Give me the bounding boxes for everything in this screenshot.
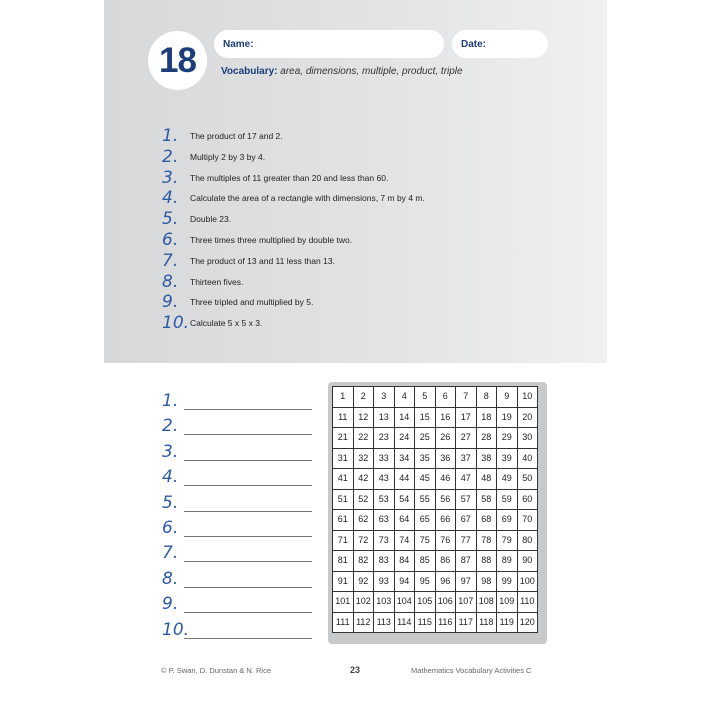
grid-cell: 30: [517, 428, 538, 449]
grid-cell: 87: [456, 551, 477, 572]
grid-row: [333, 448, 538, 469]
grid-cell: 13: [374, 407, 395, 428]
question-panel: [104, 0, 607, 363]
grid-cell: 75: [415, 530, 436, 551]
grid-cell: 28: [476, 428, 497, 449]
answer-line[interactable]: [184, 460, 312, 461]
grid-cell: 54: [394, 489, 415, 510]
question-text: Calculate the area of a rectangle with dimensions, 7 m by 4 m.: [190, 193, 425, 204]
grid-cell: 97: [456, 571, 477, 592]
question-number: 3.: [162, 167, 179, 188]
grid-cell: 71: [333, 530, 354, 551]
question-number: 6.: [162, 229, 179, 250]
grid-cell: 38: [476, 448, 497, 469]
grid-cell: 103: [374, 592, 395, 613]
name-field[interactable]: [214, 30, 444, 58]
grid-cell: 35: [415, 448, 436, 469]
grid-cell: 118: [476, 612, 497, 633]
grid-cell: 102: [353, 592, 374, 613]
grid-cell: 59: [497, 489, 518, 510]
answer-line[interactable]: [184, 434, 312, 435]
grid-cell: 115: [415, 612, 436, 633]
question-number: 7.: [162, 250, 179, 271]
grid-cell: 61: [333, 510, 354, 531]
grid-cell: 82: [353, 551, 374, 572]
grid-cell: 36: [435, 448, 456, 469]
grid-cell: 63: [374, 510, 395, 531]
answer-number: 7.: [162, 543, 179, 564]
question-text: The multiples of 11 greater than 20 and less than 60.: [190, 172, 389, 183]
grid-cell: 25: [415, 428, 436, 449]
grid-cell: 113: [374, 612, 395, 633]
grid-cell: 106: [435, 592, 456, 613]
grid-cell: 109: [497, 592, 518, 613]
grid-cell: 9: [497, 387, 518, 408]
grid-cell: 98: [476, 571, 497, 592]
grid-cell: 104: [394, 592, 415, 613]
answer-line[interactable]: [184, 561, 312, 562]
grid-row: [333, 489, 538, 510]
vocabulary-words: area, dimensions, multiple, product, triple: [277, 66, 463, 77]
grid-cell: 12: [353, 407, 374, 428]
footer-book-title: Mathematics Vocabulary Activities C: [411, 666, 532, 675]
grid-cell: 53: [374, 489, 395, 510]
grid-cell: 17: [456, 407, 477, 428]
grid-cell: 76: [435, 530, 456, 551]
grid-cell: 44: [394, 469, 415, 490]
grid-cell: 120: [517, 612, 538, 633]
grid-cell: 108: [476, 592, 497, 613]
answer-item: [162, 568, 312, 593]
grid-cell: 22: [353, 428, 374, 449]
grid-cell: 70: [517, 510, 538, 531]
answer-number: 4.: [162, 467, 179, 488]
date-field[interactable]: [452, 30, 548, 58]
grid-cell: 68: [476, 510, 497, 531]
grid-cell: 42: [353, 469, 374, 490]
answer-line[interactable]: [184, 638, 312, 639]
grid-cell: 99: [497, 571, 518, 592]
grid-cell: 32: [353, 448, 374, 469]
grid-cell: 84: [394, 551, 415, 572]
answer-item: [162, 441, 312, 466]
answer-item: [162, 593, 312, 618]
answer-number: 3.: [162, 441, 179, 462]
question-number: 2.: [162, 146, 179, 167]
grid-cell: 10: [517, 387, 538, 408]
grid-row: [333, 510, 538, 531]
grid-cell: 56: [435, 489, 456, 510]
footer-page-number: 23: [350, 665, 361, 675]
grid-row: [333, 387, 538, 408]
grid-cell: 79: [497, 530, 518, 551]
question-text: Double 23.: [190, 214, 232, 225]
grid-row: [333, 428, 538, 449]
answer-number: 2.: [162, 416, 179, 437]
grid-cell: 18: [476, 407, 497, 428]
answer-number: 1.: [162, 391, 179, 411]
answer-number: 5.: [162, 492, 179, 513]
grid-cell: 77: [456, 530, 477, 551]
question-text: Three tripled and multiplied by 5.: [190, 297, 314, 308]
grid-row: [333, 612, 538, 633]
grid-cell: 4: [394, 387, 415, 408]
grid-cell: 14: [394, 407, 415, 428]
grid-cell: 33: [374, 448, 395, 469]
grid-cell: 20: [517, 407, 538, 428]
grid-cell: 67: [456, 510, 477, 531]
answer-number: 6.: [162, 517, 179, 538]
grid-cell: 34: [394, 448, 415, 469]
grid-cell: 51: [333, 489, 354, 510]
grid-cell: 26: [435, 428, 456, 449]
grid-cell: 73: [374, 530, 395, 551]
question-text: The product of 13 and 11 less than 13.: [190, 255, 335, 266]
grid-cell: 39: [497, 448, 518, 469]
question-text: Three times three multiplied by double two.: [190, 234, 353, 245]
grid-cell: 111: [333, 612, 354, 633]
grid-cell: 48: [476, 469, 497, 490]
grid-cell: 15: [415, 407, 436, 428]
answer-line[interactable]: [184, 612, 312, 613]
answer-line[interactable]: [184, 587, 312, 588]
grid-cell: 95: [415, 571, 436, 592]
grid-cell: 49: [497, 469, 518, 490]
grid-cell: 85: [415, 551, 436, 572]
grid-cell: 16: [435, 407, 456, 428]
grid-cell: 50: [517, 469, 538, 490]
answer-number: 10.: [162, 619, 190, 640]
grid-cell: 27: [456, 428, 477, 449]
grid-cell: 86: [435, 551, 456, 572]
answer-line[interactable]: [184, 409, 312, 410]
grid-cell: 66: [435, 510, 456, 531]
grid-cell: 89: [497, 551, 518, 572]
grid-cell: 1: [333, 387, 354, 408]
grid-cell: 41: [333, 469, 354, 490]
question-number: 1.: [162, 126, 179, 146]
grid-cell: 5: [415, 387, 436, 408]
grid-cell: 45: [415, 469, 436, 490]
grid-cell: 114: [394, 612, 415, 633]
grid-row: [333, 551, 538, 572]
grid-row: [333, 407, 538, 428]
grid-cell: 72: [353, 530, 374, 551]
grid-cell: 8: [476, 387, 497, 408]
question-text: Calculate 5 x 5 x 3.: [190, 318, 263, 329]
grid-cell: 96: [435, 571, 456, 592]
grid-cell: 43: [374, 469, 395, 490]
vocabulary-label: Vocabulary:: [221, 66, 278, 77]
grid-cell: 107: [456, 592, 477, 613]
answer-line[interactable]: [184, 536, 312, 537]
grid-cell: 112: [353, 612, 374, 633]
grid-cell: 94: [394, 571, 415, 592]
question-number: 5.: [162, 209, 179, 230]
grid-cell: 116: [435, 612, 456, 633]
question-number: 4.: [162, 188, 179, 209]
answer-item: [162, 542, 312, 567]
question-number: 10.: [162, 313, 190, 334]
activity-number: 18: [159, 40, 196, 80]
question-number: 8.: [162, 271, 179, 292]
footer-copyright: © P. Swan, D. Dunstan & N. Rice: [161, 666, 272, 675]
grid-cell: 57: [456, 489, 477, 510]
date-label: Date:: [461, 39, 487, 50]
answer-item: [162, 517, 312, 542]
grid-cell: 6: [435, 387, 456, 408]
grid-cell: 24: [394, 428, 415, 449]
grid-row: [333, 571, 538, 592]
grid-cell: 52: [353, 489, 374, 510]
grid-cell: 92: [353, 571, 374, 592]
grid-cell: 7: [456, 387, 477, 408]
activity-number-badge: [148, 31, 207, 90]
vocabulary-line: [221, 66, 463, 77]
answer-line[interactable]: [184, 511, 312, 512]
answer-item: [162, 492, 312, 517]
grid-cell: 65: [415, 510, 436, 531]
grid-cell: 64: [394, 510, 415, 531]
grid-cell: 81: [333, 551, 354, 572]
grid-cell: 83: [374, 551, 395, 572]
grid-cell: 21: [333, 428, 354, 449]
grid-cell: 3: [374, 387, 395, 408]
answer-item: [162, 415, 312, 440]
grid-cell: 101: [333, 592, 354, 613]
hundred-twenty-grid: [332, 386, 538, 633]
grid-cell: 62: [353, 510, 374, 531]
grid-cell: 105: [415, 592, 436, 613]
answer-item: [162, 619, 312, 644]
grid-cell: 11: [333, 407, 354, 428]
grid-cell: 93: [374, 571, 395, 592]
worksheet-page: [104, 0, 607, 713]
answer-item: [162, 466, 312, 491]
grid-row: [333, 530, 538, 551]
question-text: Thirteen fives.: [190, 276, 244, 287]
grid-cell: 58: [476, 489, 497, 510]
grid-cell: 47: [456, 469, 477, 490]
grid-cell: 78: [476, 530, 497, 551]
grid-cell: 119: [497, 612, 518, 633]
grid-cell: 29: [497, 428, 518, 449]
grid-cell: 110: [517, 592, 538, 613]
grid-cell: 37: [456, 448, 477, 469]
grid-cell: 74: [394, 530, 415, 551]
grid-cell: 88: [476, 551, 497, 572]
grid-cell: 40: [517, 448, 538, 469]
grid-cell: 91: [333, 571, 354, 592]
question-text: The product of 17 and 2.: [190, 131, 283, 141]
answer-line[interactable]: [184, 485, 312, 486]
grid-row: [333, 592, 538, 613]
grid-cell: 55: [415, 489, 436, 510]
grid-cell: 117: [456, 612, 477, 633]
grid-cell: 23: [374, 428, 395, 449]
answer-item: [162, 390, 312, 415]
grid-cell: 100: [517, 571, 538, 592]
grid-cell: 46: [435, 469, 456, 490]
question-text: Multiply 2 by 3 by 4.: [190, 151, 266, 162]
grid-cell: 69: [497, 510, 518, 531]
name-label: Name:: [223, 39, 254, 50]
question-number: 9.: [162, 292, 179, 313]
grid-cell: 60: [517, 489, 538, 510]
grid-cell: 80: [517, 530, 538, 551]
grid-cell: 2: [353, 387, 374, 408]
grid-cell: 31: [333, 448, 354, 469]
grid-cell: 19: [497, 407, 518, 428]
grid-row: [333, 469, 538, 490]
answer-number: 8.: [162, 568, 179, 589]
answer-number: 9.: [162, 594, 179, 615]
grid-cell: 90: [517, 551, 538, 572]
answer-list: [162, 390, 312, 644]
